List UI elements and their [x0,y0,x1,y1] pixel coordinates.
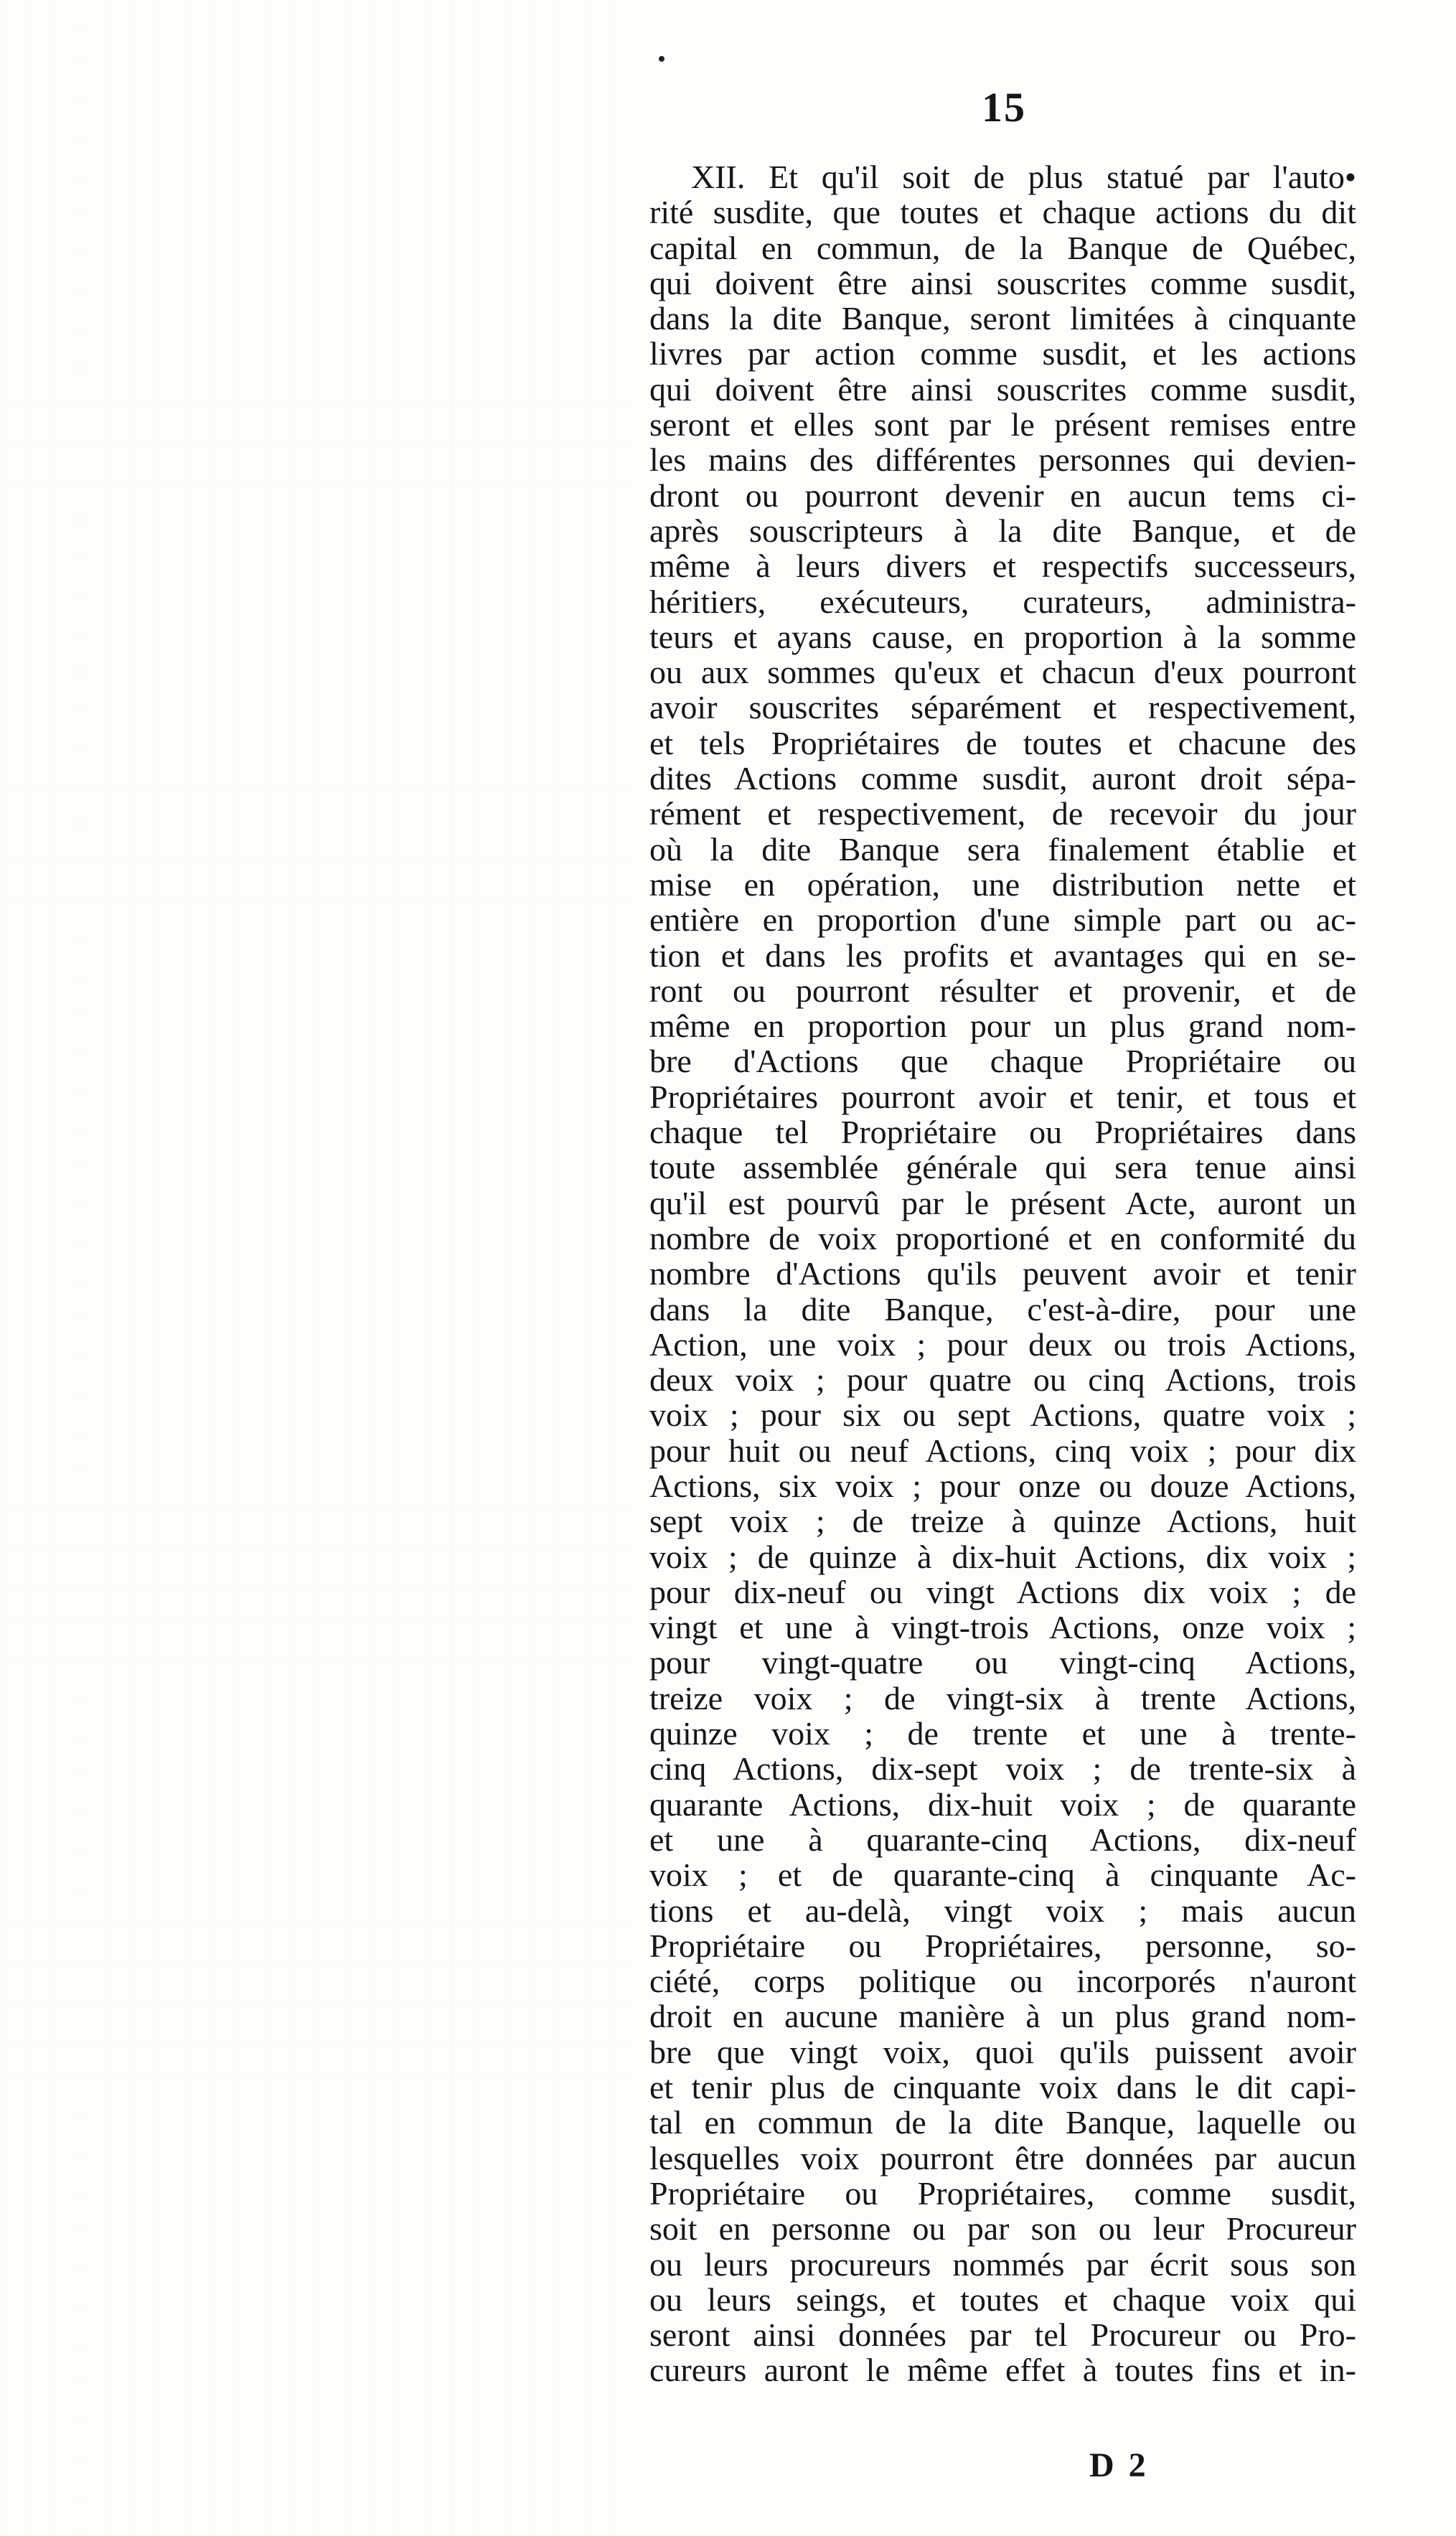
text-line: voix ; de quinze à dix-huit Actions, dix voix ; [649,1538,1356,1575]
text-line: ou aux sommes qu'eux et chacun d'eux pourront [649,654,1356,691]
text-line: dront ou pourront devenir en aucun tems ci- [649,476,1356,514]
text-line: droit en aucune manière à un plus grand nom- [649,1998,1356,2035]
text-line: treize voix ; de vingt-six à trente Actions, [649,1679,1356,1717]
text-line: nombre d'Actions qu'ils peuvent avoir et tenir [649,1255,1356,1292]
text-line: avoir souscrites séparément et respectivement, [649,689,1356,726]
text-line: chaque tel Propriétaire ou Propriétaires dans [649,1114,1356,1151]
text-line: deux voix ; pour quatre ou cinq Actions, trois [649,1361,1356,1399]
text-line: même en proportion pour un plus grand nom- [649,1008,1356,1045]
text-line: capital en commun, de la Banque de Québec, [649,229,1356,266]
text-line: nombre de voix proportioné et en conformité du [649,1219,1356,1257]
text-line: pour vingt-quatre ou vingt-cinq Actions, [649,1644,1356,1681]
text-line: qui doivent être ainsi souscrites comme susdit, [649,264,1356,301]
text-line: sept voix ; de treize à quinze Actions, huit [649,1503,1356,1540]
text-line: dans la dite Banque, c'est-à-dire, pour une [649,1290,1356,1328]
text-line: soit en personne ou par son ou leur Procureur [649,2210,1356,2248]
text-line: ront ou pourront résulter et provenir, et de [649,972,1356,1009]
text-line: ou leurs seings, et toutes et chaque voix qui [649,2281,1356,2318]
text-line: même à leurs divers et respectifs successeurs, [649,548,1356,585]
text-line: et tels Propriétaires de toutes et chacune des [649,724,1356,761]
text-line: vingt et une à vingt-trois Actions, onze voix ; [649,1609,1356,1646]
text-line: mise en opération, une distribution nette et [649,865,1356,903]
text-line: tions et au-delà, vingt voix ; mais aucun [649,1892,1356,1929]
text-line: livres par action comme susdit, et les actions [649,335,1356,372]
text-line: Propriétaire ou Propriétaires, personne, so- [649,1927,1356,1964]
text-line: toute assemblée générale qui sera tenue ainsi [649,1149,1356,1186]
text-line: entière en proportion d'une simple part ou ac- [649,901,1356,939]
text-line: ou leurs procureurs nommés par écrit sous son [649,2245,1356,2283]
text-line: rément et respectivement, de recevoir du jour [649,795,1356,832]
text-line: bre que vingt voix, quoi qu'ils puissent avoir [649,2033,1356,2070]
text-line: et une à quarante-cinq Actions, dix-neuf [649,1821,1356,1858]
text-line: et tenir plus de cinquante voix dans le dit capi- [649,2069,1356,2106]
text-line: qu'il est pourvû par le présent Acte, auront un [649,1184,1356,1221]
text-line: Propriétaires pourront avoir et tenir, et tous et [649,1078,1356,1115]
text-line: voix ; pour six ou sept Actions, quatre voix ; [649,1396,1356,1434]
scan-noise-margin [0,0,631,2536]
text-line: seront et elles sont par le présent remises entre [649,406,1356,443]
text-line: après souscripteurs à la dite Banque, et de [649,512,1356,549]
text-line: bre d'Actions que chaque Propriétaire ou [649,1043,1356,1080]
text-line: les mains des différentes personnes qui devien- [649,441,1356,479]
body-text-column [649,159,1356,2388]
text-line: pour huit ou neuf Actions, cinq voix ; pour dix [649,1432,1356,1469]
text-line: héritiers, exécuteurs, curateurs, administra- [649,583,1356,620]
text-line: lesquelles voix pourront être données par aucun [649,2139,1356,2176]
text-line: Actions, six voix ; pour onze ou douze Actions, [649,1467,1356,1504]
text-line: seront ainsi données par tel Procureur ou Pro- [649,2316,1356,2354]
text-line: tal en commun de la dite Banque, laquelle ou [649,2104,1356,2141]
text-line: où la dite Banque sera finalement établie et [649,830,1356,868]
text-line: dites Actions comme susdit, auront droit sépa- [649,760,1356,797]
text-line: pour dix-neuf ou vingt Actions dix voix ; de [649,1573,1356,1610]
text-line: rité susdite, que toutes et chaque actions du dit [649,194,1356,231]
text-line: Action, une voix ; pour deux ou trois Actions, [649,1325,1356,1363]
text-line: tion et dans les profits et avantages qui en se- [649,936,1356,974]
text-line: teurs et ayans cause, en proportion à la somme [649,618,1356,655]
text-line: XII. Et qu'il soit de plus statué par l'auto• [691,159,1356,195]
text-line: qui doivent être ainsi souscrites comme susdit, [649,370,1356,408]
page-number: 15 [982,84,1026,131]
text-line: cinq Actions, dix-sept voix ; de trente-six à [649,1750,1356,1788]
ink-speck [659,56,664,62]
signature-mark: D 2 [1089,2446,1149,2484]
text-line: Propriétaire ou Propriétaires, comme susdit, [649,2174,1356,2212]
text-line: quarante Actions, dix-huit voix ; de quarante [649,1785,1356,1823]
text-line: ciété, corps politique ou incorporés n'auront [649,1963,1356,2000]
text-line: cureurs auront le même effet à toutes fins et in- [649,2352,1356,2389]
text-line: voix ; et de quarante-cinq à cinquante Ac- [649,1856,1356,1894]
text-line: quinze voix ; de trente et une à trente- [649,1715,1356,1752]
text-line: dans la dite Banque, seront limitées à cinquante [649,300,1356,337]
